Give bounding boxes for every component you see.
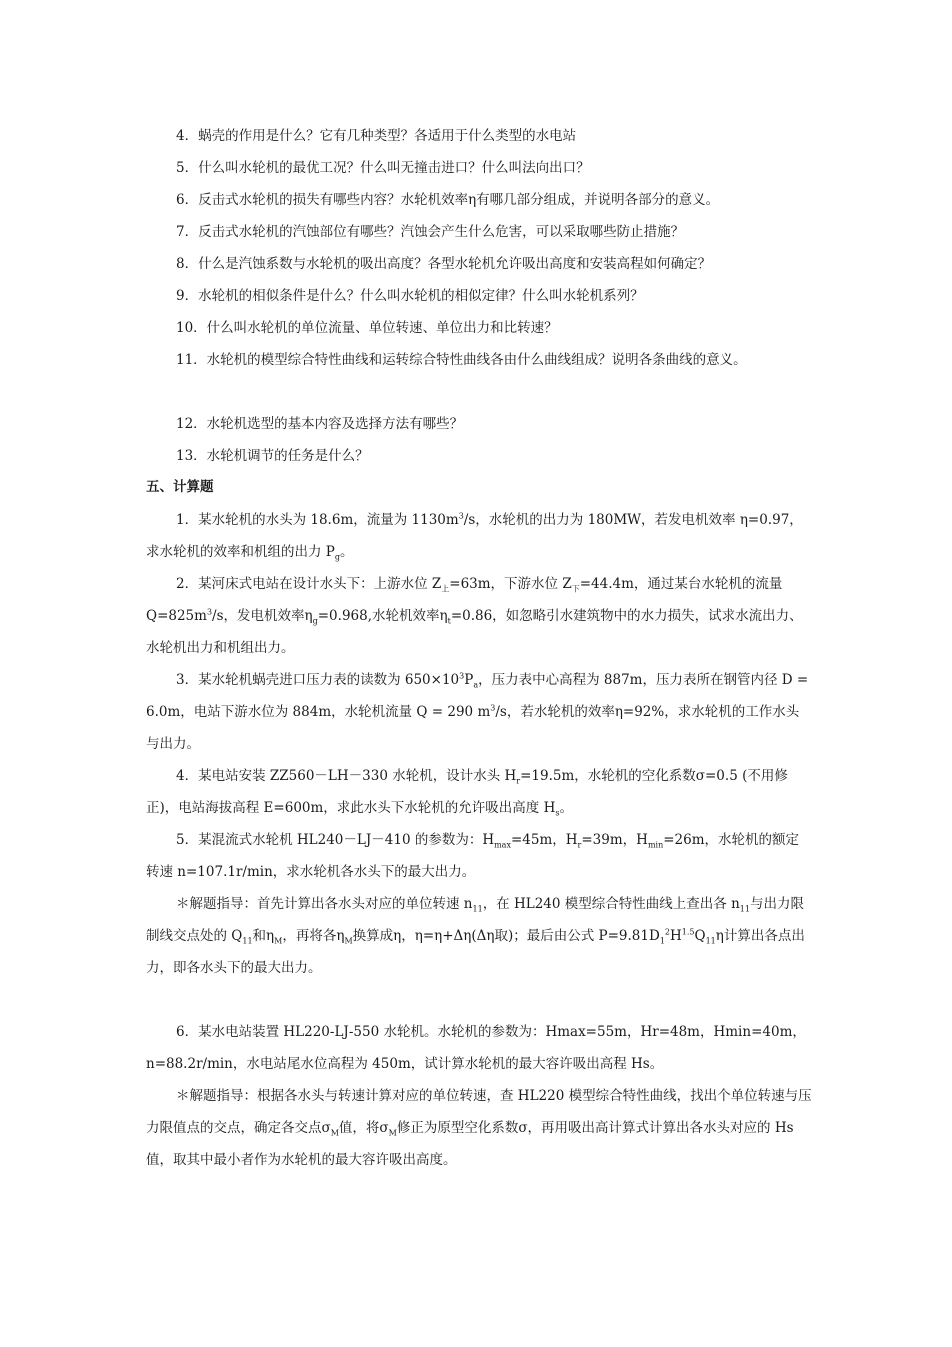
question-7: 7．反击式水轮机的汽蚀部位有哪些？汽蚀会产生什么危害，可以采取哪些防止措施？ <box>176 224 685 240</box>
question-5: 5．什么叫水轮机的最优工况？什么叫无撞击进口？什么叫法向出口？ <box>176 160 590 176</box>
question-9: 9．水轮机的相似条件是什么？什么叫水轮机的相似定律？什么叫水轮机系列？ <box>176 288 644 304</box>
calc-problem-6: 6．某水电站装置 HL220-LJ-550 水轮机。水轮机的参数为：Hmax=55m，Hr=48m，Hmin=40m，n=88.2r/min，水电站尾水位高程为 450m，试计算水轮机的最大容许吸出高程 Hs。 <box>146 1024 806 1072</box>
question-13: 13．水轮机调节的任务是什么？ <box>176 448 369 464</box>
calc-problem-5-hint: ＊解题指导：首先计算出各水头对应的单位转速 $n_{11}$，在 HL240 模型综合特性曲线上查出各 $n_{11}$与出力限制线交点处的 $Q_{11}$和$\eta_M$，再将各$\eta_M$换算成η，η=η+Δη(Δη取)；最后由公式 $P=9.81D_1^2H^{1.5}Q_{11}\eta$计算出各点出力，即各水头下的最大出力。 <box>146 896 805 976</box>
calc-problem-4: 4．某电站安装 ZZ560－LH－330 水轮机，设计水头 $H_r=19.5m$，水轮机的空化系数σ=0.5 (不用修正)，电站海拔高程 E=600m，求此水头下水轮机的允许吸出高度 $H_s$。 <box>146 768 788 818</box>
calc-problem-2: 2．某河床式电站在设计水头下：上游水位 $Z_上=63m$，下游水位 $Z_下=44.4m$，通过某台水轮机的流量 $Q=825m^3/s$，发电机效率$\eta_g=0.968$,水轮机效率$\eta_t=0.86$，如忽略引水建筑物中的水力损失，试求水流出力、水轮机出力和机组出力。 <box>146 576 803 656</box>
section-title-calculation: 五、计算题 <box>146 479 214 495</box>
question-6: 6．反击式水轮机的损失有哪些内容？水轮机效率η有哪几部分组成，并说明各部分的意义。 <box>176 192 720 208</box>
calc-problem-1: 1．某水轮机的水头为 18.6m，流量为 $1130m^3/s$，水轮机的出力为 180MW，若发电机效率 η=0.97，求水轮机的效率和机组的出力 $P_g$。 <box>146 511 803 562</box>
question-4: 4．蜗壳的作用是什么？它有几种类型？各适用于什么类型的水电站 <box>176 128 577 144</box>
question-12: 12．水轮机选型的基本内容及选择方法有哪些？ <box>176 416 464 432</box>
calc-problem-5: 5．某混流式水轮机 HL240－LJ－410 的参数为：$H_{max}=45m$，$H_r=39m$，$H_{min}=26m$，水轮机的额定转速 n=107.1r/min，求水轮机各水头下的最大出力。 <box>146 832 800 880</box>
calc-problem-6-hint: ＊解题指导：根据各水头与转速计算对应的单位转速，查 HL220 模型综合特性曲线，找出个单位转速与压力限值点的交点，确定各交点$\sigma_M$值，将$\sigma_M$修正为原型空化系数σ，再用吸出高计算式计算出各水头对应的 Hs 值，取其中最小者作为水轮机的最大容许吸出高度。 <box>146 1088 812 1168</box>
question-8: 8．什么是汽蚀系数与水轮机的吸出高度？各型水轮机允许吸出高度和安装高程如何确定？ <box>176 256 712 272</box>
question-10: 10．什么叫水轮机的单位流量、单位转速、单位出力和比转速？ <box>176 320 558 336</box>
question-11: 11．水轮机的模型综合特性曲线和运转综合特性曲线各由什么曲线组成？说明各条曲线的意义。 <box>176 352 747 368</box>
calc-problem-3: 3．某水轮机蜗壳进口压力表的读数为 $650\times 10^3P_a$，压力表中心高程为 887m，压力表所在钢管内径 D = 6.0m，电站下游水位为 884m，水轮机流量 Q = 290 $m^3/s$，若水轮机的效率η=92%，求水轮机的工作水头与出力。 <box>146 671 809 752</box>
